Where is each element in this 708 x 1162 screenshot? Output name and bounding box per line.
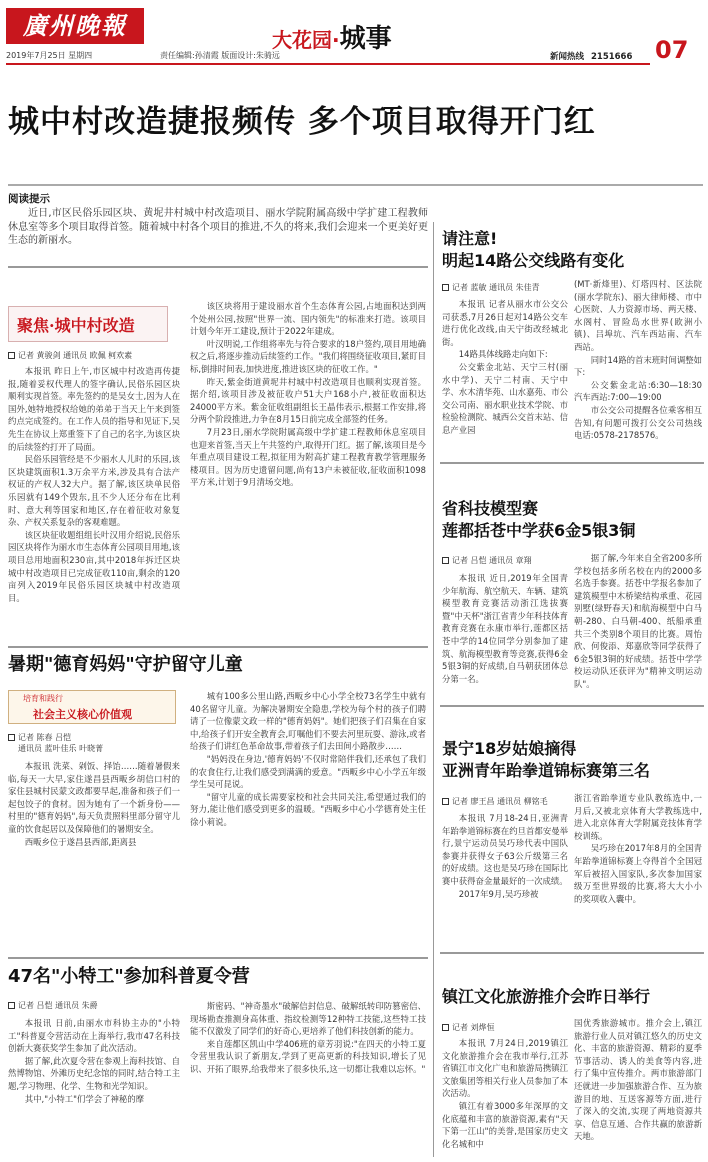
- mama-banner-line1: 培育和践行: [23, 694, 63, 703]
- headline-rule: [8, 184, 703, 186]
- focus-banner-text: 聚焦·城中村改造: [17, 316, 135, 335]
- focus-para: 本报讯 昨日上午,市区城中村改造再传捷报,随着妥权代理人的签字确认,民俗乐园区块顺利实现首签。率先签约的是吴女士,因为人在国外,她特地授权给她的弟弟于当天上午来到签约点完成签约。在工作人员的指导和见证下,吴先生在协议上郑重签下了自己的名字,为该区块的后续签约打开了局面。: [8, 366, 180, 452]
- bus-para: 市公交公司提醒各位乘客相互告知,有问题可拨打公交公司热线电话:0578-2178576。: [574, 404, 702, 441]
- tourism-byline-text: 记者 刘烨恒: [452, 1023, 495, 1032]
- focus-byline-text: 记者 黄骏剑 通讯员 欧佩 柯欢素: [18, 351, 133, 360]
- mama-col1: [8, 760, 180, 952]
- maker-para: 来自莲都区凯山中学406班的章芳羽说:"在四天的小特工夏令营里我认识了新朋友,学到了更高更新的科技知识,增长了见识、开拓了眼界,给我带来了很多快乐,这一切都让我难以忘怀。": [190, 1038, 426, 1074]
- hotline: [550, 50, 660, 62]
- tkd-para: 2017年9月,吴巧珍被: [458, 888, 539, 899]
- bus-col2: [574, 278, 702, 460]
- section-dot: ·: [332, 28, 340, 52]
- masthead-rule: [6, 63, 650, 65]
- tkd-rule: [440, 952, 704, 954]
- lead-rule: [8, 266, 428, 268]
- mama-col2: [190, 690, 426, 952]
- tkd-para: 吴巧珍在2017年8月的全国青年跆拳道锦标赛上夺得首个全国冠军后被招入国家队,多次参加国家级万至世界级的比赛,将大大小小的奖项收入囊中。: [574, 843, 702, 904]
- byline-square-icon: [442, 284, 449, 291]
- tkd-byline-text: 记者 廖王昌 通讯员 柳铭毛: [452, 797, 548, 806]
- focus-para: 该区块征收题组组长叶汉用介绍说,民俗乐园区块将作为丽水市生态体育公园项目用地,该项目总用地面积230亩,其中2018年拆迁区块城中村改造项目已完成征收110亩,剩余的120亩列入2019年民俗乐园区块城中村改造项目。: [8, 529, 180, 603]
- mama-para: 本报讯 洗菜、剁饭、择饴……随着暑假来临,每天一大早,家住遂昌县西畈乡胡信口村的家住县城村民蒙文政都要早起,准备和孩子们一起包饺子的食材。因为她有了一个新身份——村里的"德育妈妈",每天负责照料里部分留守儿童的饮食起居以及保障他们的暑期安全。: [8, 761, 180, 834]
- bus-para: 公交紫金北站、天宁三村(丽水中学)、天宁二村南、天宁中学、水木清华苑、山水嘉苑、市公交公司南、丽水职业技术学院、市检验检测院、城西公交首末站、信息产业园: [442, 361, 568, 435]
- model-para: 据了解,今年来自全省200多所学校包括多所名校在内的2000多名选手参赛。括苍中学报名参加了建筑模型中木桥梁结构承重、花园别墅(绿野春天)和航海模型中白马朝-280、白马朝-400、纸船承重共三个类别8个项目的比赛。周怡欣、何俊添、郑嘉欣等同学获得了6金5银3铜的好成绩。括苍中学学校运动队还获评为"精神文明运动队"。: [574, 553, 702, 689]
- section-name: [272, 18, 492, 54]
- maker-para: 本报讯 日前,由丽水市科协主办的"小特工"科普夏令营活动在上海举行,我市47名科技创新大赛获奖学生参加了此次活动。: [8, 1018, 180, 1054]
- model-para: 本报讯 近日,2019年全国青少年航海、航空航天、车辆、建筑模型教育竞赛活动浙江选拔赛暨"中天杯"浙江省青少年科技体育教育竞赛在永康市举行,莲都区括苍中学的14位同学分别参加了建筑、航海模型教育等竞赛,获得6金5银3铜的好成绩,自马朝获团体总分第一名。: [442, 573, 568, 684]
- mama-rule: [8, 957, 428, 959]
- bus-byline-text: 记者 蓝敏 通讯员 朱佳青: [452, 283, 540, 292]
- page-number: 07: [655, 36, 689, 64]
- column-divider: [433, 222, 434, 1157]
- section-name-main: 大花园: [272, 28, 332, 52]
- tkd-title-line2: 亚洲青年跆拳道锦标赛第三名: [442, 761, 651, 780]
- lead-label: 阅读提示: [8, 193, 50, 205]
- byline-square-icon: [442, 798, 449, 805]
- masthead: [0, 0, 708, 72]
- byline-square-icon: [442, 1024, 449, 1031]
- maker-title: 47名"小特工"参加科普夏令营: [8, 966, 250, 987]
- bus-col1: [442, 298, 568, 460]
- model-title-line1: 省科技模型赛: [442, 499, 539, 518]
- bus-title-line2: 明起14路公交线路有变化: [442, 251, 625, 270]
- focus-para: 昨天,紫金街道黄坭井村城中村改造项目也顺利实现首签。据介绍,该项目涉及被征收户51大户168小户,被征收面积达24000平方米。紫金征收组副组长王晶伟表示,根据工作安排,将分两个阶段推进,力争在8月15日前完成全部签约任务。: [190, 376, 426, 425]
- bus-title-line1: 请注意!: [442, 229, 498, 248]
- tkd-para: 浙江省跆拳道专业队教练选中,一月后,又被北京体育大学教练选中,进入北京体育大学附属竞技体育学校训练。: [574, 793, 702, 841]
- model-col2: [574, 552, 702, 702]
- section-name-sub: 城事: [339, 24, 392, 54]
- tkd-para: 本报讯 7月18-24日,亚洲青年跆拳道锦标赛在约旦首都安曼举行,景宁运动员吴巧珍代表中国队参赛并获得女子63公斤级第三名的好成绩。这也是吴巧珍在国际比赛中获得奋金量最好的一次成绩。: [442, 813, 568, 886]
- tkd-col1: [442, 812, 568, 948]
- focus-para: 叶汉明说,工作组将率先与符合要求的18户签约,项目用地确权之后,将逐步推动后续签约工作。"我们将围绕征收项目,紧盯目标,倒排时间表,加快进度,推进该区块的征收工作。": [190, 338, 426, 374]
- tourism-col2: [574, 1017, 702, 1157]
- mama-banner-line2: 社会主义核心价值观: [33, 708, 132, 721]
- editors-line: 责任编辑:孙清霞 版面设计:朱骑远: [160, 51, 280, 60]
- focus-byline: [8, 350, 178, 361]
- byline-square-icon: [8, 352, 15, 359]
- bus-para: 公交紫金北站:6:30—18:30 汽车西站:7:00—19:00: [574, 379, 702, 403]
- focus-para: 民俗乐园管经是不少丽水人儿时的乐园,该区块建筑面积1.3万余平方米,涉及具有合法产权证的产权人32大户。据了解,该区块单民俗乐园就有149个毁东,且不少人还分布在比利时、意大利等国家和地区,存在着征收对象复杂、产权关系复杂的客观难题。: [8, 454, 180, 528]
- tkd-title-line1: 景宁18岁姑娘摘得: [442, 739, 577, 758]
- hotline-number: 2151666: [590, 52, 633, 62]
- mama-para: "留守儿童的成长需要家校和社会共同关注,希望通过我们的努力,能让他们感受到更多的温暖。"西畈乡中心小学德育处主任徐小莉说。: [190, 791, 426, 827]
- mama-byline-line2: 通讯员 蓝叶佳乐 叶晓菁: [18, 744, 104, 753]
- mama-para: 城有100多公里山路,西畈乡中心小学全校73名学生中就有40名留守儿童。为解决暑期安全隐患,学校为每个村的孩子们聘请了一位像蒙文政一样的"德育妈妈"。她们把孩子们召集在自家中,给孩子们开安全教育会,叮嘱他们不要去河里玩耍、游泳,或者给孩子们讲红色革命故事,带着孩子们去田间小路散步……: [190, 691, 426, 752]
- mama-banner: [8, 690, 176, 724]
- date-line: 2019年7月25日 星期四: [6, 51, 93, 60]
- tourism-byline: [442, 1022, 572, 1033]
- tourism-para: 本报讯 7月24日,2019镇江文化旅游推介会在我市举行,江苏省镇江市文化广电和旅游局携镇江文旅集团等相关行业人员参加了本次活动。: [442, 1038, 568, 1099]
- maker-para: 据了解,此次夏令营在参观上海科技馆、自然博物馆、外滩历史纪念馆的同时,结合特工主题,学习物理、化学、生物和光学知识。: [8, 1055, 180, 1091]
- byline-square-icon: [442, 557, 449, 564]
- model-title-line2: 莲都括苍中学获6金5银3铜: [442, 521, 636, 540]
- bus-para: 14路具体线路走向如下:: [458, 349, 548, 360]
- bus-rule: [440, 462, 704, 464]
- mama-byline-text1: 记者 陈春 吕恺: [18, 733, 72, 742]
- mama-para: "妈妈没在身边,'德育妈妈'不仅时常陪伴我们,还承包了我们的农食住行,让我们感受到满满的爱意。"西畈乡中心小学五年级学生吴可昆说。: [190, 753, 426, 790]
- hotline-label: 新闻热线: [550, 52, 585, 62]
- mama-byline-line1: [8, 732, 178, 743]
- newspaper-logo-text: 廣州晚報: [23, 11, 127, 40]
- bus-para: 本报讯 记者从丽水市公交公司获悉,7月26日起对14路公交车进行优化改线,由天宁街改经城北街。: [442, 299, 568, 347]
- lead-text: [8, 207, 428, 265]
- lead-paragraph: 近日,市区民俗乐园区块、黄坭井村城中村改造项目、丽水学院附属高级中学扩建工程教师休息室等多个项目取得首签。随着城中村各个项目的推进,不久的将来,我们会迎来一个更美好更生态的新丽水。: [8, 208, 428, 246]
- model-byline-text: 记者 吕恺 通讯员 章翔: [452, 556, 532, 565]
- bus-para: 同时14路的首末班时间调整如下:: [574, 354, 702, 378]
- bus-para: (MT·新烽里)、灯塔四村、区法院(丽水学院东)、丽大律师楼、市中心医院、人力资源市场、两天楼、水阁村、冒险岛水世界(欧洲小镇)、吕埠坑、汽车西站南、汽车西站。: [574, 279, 702, 352]
- byline-square-icon: [8, 734, 15, 741]
- model-rule: [440, 705, 704, 707]
- focus-banner: [8, 306, 168, 342]
- byline-square-icon: [8, 1002, 15, 1009]
- tourism-col1: [442, 1037, 568, 1157]
- maker-byline: [8, 1000, 178, 1011]
- mama-title: 暑期"德育妈妈"守护留守儿童: [8, 654, 243, 675]
- tkd-col2: [574, 792, 702, 948]
- maker-para: 斯密码、"神奇墨水"破解信封信息、破解纸转印防篡密信、现场勘查推测身高体重、指纹检测等12种特工技能,这些特工技能不仅激发了同学们的好奇心,更培养了他们科技创新的能力。: [190, 1001, 426, 1037]
- focus-para: 该区块将用于建设丽水首个生态体育公园,占地面积达到两个处州公园,按照"世界一流、国内领先"的标准来打造。该项目计划今年开工建设,预计于2022年建成。: [190, 301, 426, 337]
- focus-col2: [190, 300, 426, 640]
- maker-col1: [8, 1017, 180, 1157]
- focus-para: 7月23日,丽水学院附属高级中学扩建工程教师休息室项目也迎来首签,当天上午共签约户,取得开门红。据了解,该项目是今年重点项目建设工程,拟征用为附高扩建工程教育教学管理服务楼项目。因为历史遗留问题,尚有13户未被征收,征收面积1098平方米,计划于9月清场交地。: [190, 426, 426, 488]
- maker-para: 其中,"小特工"们学会了神秘的摩: [24, 1093, 145, 1104]
- model-col1: [442, 572, 568, 702]
- tourism-title: 镇江文化旅游推介会昨日举行: [442, 987, 651, 1006]
- maker-col2: [190, 1000, 426, 1157]
- focus-rule: [8, 646, 428, 648]
- mama-para: 西畈乡位于遂昌县西部,距离县: [24, 836, 137, 847]
- tourism-para: 国优秀旅游城市。推介会上,镇江旅游行业人员对镇江悠久的历史文化、丰富的旅游资源、精彩的夏季节事活动、诱人的美食等内容,进行了集中宣传推介。两市旅游部门还就进一步加强旅游合作、互为旅游目的地、互送客源等方面,进行了深入的交流,实现了两地资源共享、信息互通、合作共赢的旅游新天地。: [574, 1018, 702, 1142]
- main-headline: 城中村改造捷报频传 多个项目取得开门红: [8, 104, 596, 140]
- maker-byline-text: 记者 吕恺 通讯员 朱爵: [18, 1001, 98, 1010]
- tourism-para: 镇江有着3000多年深厚的文化底蕴和丰富的旅游资源,素有"天下第一江山"的美誉,是国家历史文化名城和中: [442, 1100, 568, 1149]
- mama-byline: [8, 732, 178, 754]
